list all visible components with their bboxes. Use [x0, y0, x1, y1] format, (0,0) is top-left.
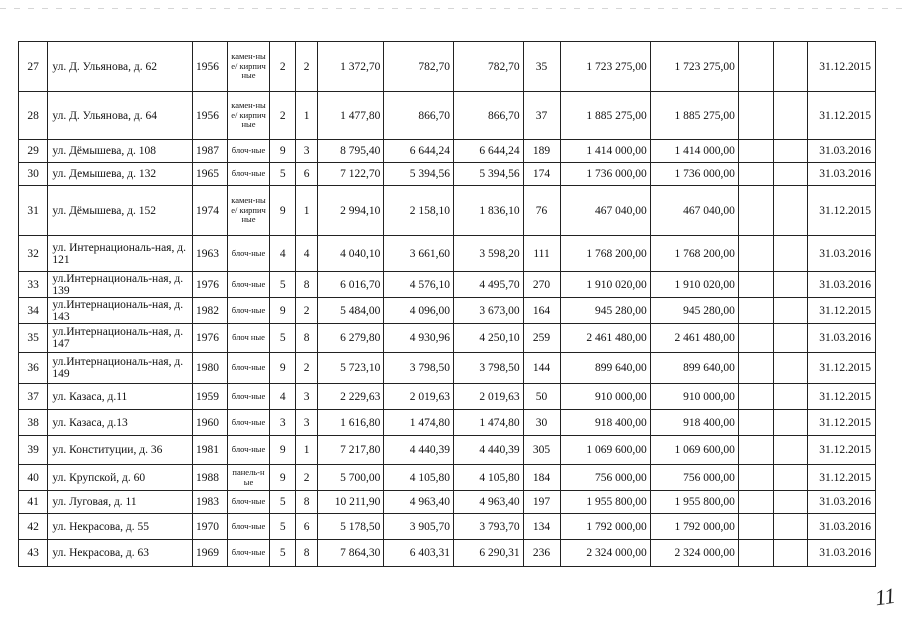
total-area-cell: 5 723,10 — [318, 353, 384, 384]
table-row — [19, 410, 876, 436]
floors-cell: 5 — [270, 272, 296, 298]
year-cell: 1959 — [193, 384, 228, 410]
cost-total-cell: 1 069 600,00 — [560, 436, 650, 465]
empty-cell — [738, 353, 773, 384]
cost-fund-cell: 1 768 200,00 — [650, 236, 738, 272]
cost-fund-cell: 899 640,00 — [650, 353, 738, 384]
cost-fund-cell: 1 885 275,00 — [650, 92, 738, 140]
residential-area-cell: 3 673,00 — [453, 298, 523, 324]
year-cell: 1969 — [193, 540, 228, 567]
residents-cell: 144 — [523, 353, 560, 384]
living-area-cell: 4 105,80 — [384, 465, 454, 491]
cost-total-cell: 2 461 480,00 — [560, 324, 650, 353]
material-cell: панель-ные — [227, 465, 269, 491]
row-number: 43 — [19, 540, 48, 567]
living-area-cell: 3 798,50 — [384, 353, 454, 384]
empty-cell — [738, 42, 773, 92]
material-cell: камен-ные/ кирпич ные — [227, 42, 269, 92]
empty-cell — [773, 140, 808, 163]
material-cell: блоч-ные — [227, 298, 269, 324]
cost-total-cell: 1 910 020,00 — [560, 272, 650, 298]
empty-cell — [738, 324, 773, 353]
floors-cell: 9 — [270, 353, 296, 384]
total-area-cell: 5 484,00 — [318, 298, 384, 324]
entrances-cell: 2 — [296, 298, 318, 324]
cost-total-cell: 1 955 800,00 — [560, 491, 650, 514]
address-cell: ул. Некрасова, д. 63 — [48, 540, 193, 567]
table-row — [19, 298, 876, 324]
residential-area-cell: 6 644,24 — [453, 140, 523, 163]
living-area-cell: 6 644,24 — [384, 140, 454, 163]
scan-artifact-line — [0, 8, 905, 9]
total-area-cell: 1 616,80 — [318, 410, 384, 436]
material-cell: блоч-ные — [227, 163, 269, 186]
empty-cell — [738, 540, 773, 567]
empty-cell — [738, 491, 773, 514]
entrances-cell: 2 — [296, 465, 318, 491]
address-cell: ул. Конституции, д. 36 — [48, 436, 193, 465]
total-area-cell: 2 229,63 — [318, 384, 384, 410]
cost-total-cell: 899 640,00 — [560, 353, 650, 384]
residential-area-cell: 5 394,56 — [453, 163, 523, 186]
residential-area-cell: 3 598,20 — [453, 236, 523, 272]
empty-cell — [773, 92, 808, 140]
residents-cell: 37 — [523, 92, 560, 140]
cost-fund-cell: 756 000,00 — [650, 465, 738, 491]
deadline-date-cell: 31.12.2015 — [808, 186, 876, 236]
total-area-cell: 8 795,40 — [318, 140, 384, 163]
year-cell: 1963 — [193, 236, 228, 272]
total-area-cell: 1 372,70 — [318, 42, 384, 92]
deadline-date-cell: 31.03.2016 — [808, 272, 876, 298]
table-row — [19, 236, 876, 272]
entrances-cell: 1 — [296, 92, 318, 140]
living-area-cell: 3 661,60 — [384, 236, 454, 272]
table-row — [19, 163, 876, 186]
entrances-cell: 3 — [296, 140, 318, 163]
row-number: 36 — [19, 353, 48, 384]
deadline-date-cell: 31.12.2015 — [808, 42, 876, 92]
floors-cell: 9 — [270, 298, 296, 324]
deadline-date-cell: 31.03.2016 — [808, 163, 876, 186]
entrances-cell: 8 — [296, 491, 318, 514]
year-cell: 1974 — [193, 186, 228, 236]
year-cell: 1982 — [193, 298, 228, 324]
empty-cell — [773, 298, 808, 324]
empty-cell — [738, 186, 773, 236]
row-number: 34 — [19, 298, 48, 324]
empty-cell — [738, 298, 773, 324]
material-cell: камен-ные/ кирпич ные — [227, 186, 269, 236]
year-cell: 1960 — [193, 410, 228, 436]
cost-fund-cell: 1 069 600,00 — [650, 436, 738, 465]
cost-total-cell: 1 414 000,00 — [560, 140, 650, 163]
living-area-cell: 866,70 — [384, 92, 454, 140]
residential-area-cell: 4 250,10 — [453, 324, 523, 353]
residents-cell: 259 — [523, 324, 560, 353]
material-cell: блоч-ные — [227, 514, 269, 540]
residential-area-cell: 2 019,63 — [453, 384, 523, 410]
residents-cell: 197 — [523, 491, 560, 514]
material-cell: блоч-ные — [227, 410, 269, 436]
cost-total-cell: 1 885 275,00 — [560, 92, 650, 140]
empty-cell — [773, 514, 808, 540]
entrances-cell: 3 — [296, 384, 318, 410]
table-row — [19, 384, 876, 410]
row-number: 29 — [19, 140, 48, 163]
deadline-date-cell: 31.12.2015 — [808, 436, 876, 465]
table-row — [19, 491, 876, 514]
table-row — [19, 92, 876, 140]
empty-cell — [773, 272, 808, 298]
deadline-date-cell: 31.03.2016 — [808, 540, 876, 567]
material-cell: камен-ные/ кирпич ные — [227, 92, 269, 140]
total-area-cell: 2 994,10 — [318, 186, 384, 236]
row-number: 33 — [19, 272, 48, 298]
deadline-date-cell: 31.12.2015 — [808, 92, 876, 140]
address-cell: ул.Интернациональ-ная, д. 147 — [48, 324, 193, 353]
residents-cell: 305 — [523, 436, 560, 465]
cost-fund-cell: 1 736 000,00 — [650, 163, 738, 186]
material-cell: блоч-ные — [227, 272, 269, 298]
address-cell: ул. Некрасова, д. 55 — [48, 514, 193, 540]
residential-area-cell: 782,70 — [453, 42, 523, 92]
table-row — [19, 42, 876, 92]
empty-cell — [738, 514, 773, 540]
empty-cell — [738, 384, 773, 410]
address-cell: ул. Д. Ульянова, д. 64 — [48, 92, 193, 140]
entrances-cell: 6 — [296, 163, 318, 186]
entrances-cell: 8 — [296, 324, 318, 353]
cost-total-cell: 2 324 000,00 — [560, 540, 650, 567]
residents-cell: 76 — [523, 186, 560, 236]
cost-fund-cell: 1 723 275,00 — [650, 42, 738, 92]
residential-area-cell: 4 963,40 — [453, 491, 523, 514]
empty-cell — [773, 236, 808, 272]
total-area-cell: 6 016,70 — [318, 272, 384, 298]
floors-cell: 5 — [270, 540, 296, 567]
empty-cell — [738, 236, 773, 272]
year-cell: 1983 — [193, 491, 228, 514]
deadline-date-cell: 31.12.2015 — [808, 353, 876, 384]
empty-cell — [773, 163, 808, 186]
entrances-cell: 2 — [296, 42, 318, 92]
deadline-date-cell: 31.03.2016 — [808, 491, 876, 514]
cost-fund-cell: 910 000,00 — [650, 384, 738, 410]
floors-cell: 4 — [270, 384, 296, 410]
living-area-cell: 4 963,40 — [384, 491, 454, 514]
empty-cell — [738, 410, 773, 436]
residents-cell: 111 — [523, 236, 560, 272]
cost-total-cell: 756 000,00 — [560, 465, 650, 491]
row-number: 28 — [19, 92, 48, 140]
entrances-cell: 6 — [296, 514, 318, 540]
address-cell: ул. Казаса, д.13 — [48, 410, 193, 436]
living-area-cell: 2 158,10 — [384, 186, 454, 236]
total-area-cell: 7 122,70 — [318, 163, 384, 186]
year-cell: 1988 — [193, 465, 228, 491]
empty-cell — [773, 42, 808, 92]
year-cell: 1956 — [193, 42, 228, 92]
residents-cell: 174 — [523, 163, 560, 186]
living-area-cell: 782,70 — [384, 42, 454, 92]
table-row — [19, 540, 876, 567]
row-number: 39 — [19, 436, 48, 465]
cost-fund-cell: 2 324 000,00 — [650, 540, 738, 567]
empty-cell — [773, 540, 808, 567]
cost-fund-cell: 2 461 480,00 — [650, 324, 738, 353]
empty-cell — [738, 436, 773, 465]
year-cell: 1956 — [193, 92, 228, 140]
total-area-cell: 1 477,80 — [318, 92, 384, 140]
address-cell: ул.Интернациональ-ная, д. 143 — [48, 298, 193, 324]
living-area-cell: 4 576,10 — [384, 272, 454, 298]
cost-fund-cell: 1 792 000,00 — [650, 514, 738, 540]
living-area-cell: 4 440,39 — [384, 436, 454, 465]
entrances-cell: 1 — [296, 186, 318, 236]
cost-fund-cell: 1 414 000,00 — [650, 140, 738, 163]
total-area-cell: 6 279,80 — [318, 324, 384, 353]
row-number: 40 — [19, 465, 48, 491]
floors-cell: 5 — [270, 491, 296, 514]
table-row — [19, 514, 876, 540]
cost-fund-cell: 467 040,00 — [650, 186, 738, 236]
row-number: 27 — [19, 42, 48, 92]
deadline-date-cell: 31.12.2015 — [808, 384, 876, 410]
row-number: 31 — [19, 186, 48, 236]
year-cell: 1976 — [193, 272, 228, 298]
floors-cell: 3 — [270, 410, 296, 436]
cost-total-cell: 945 280,00 — [560, 298, 650, 324]
deadline-date-cell: 31.03.2016 — [808, 236, 876, 272]
material-cell: блоч-ные — [227, 436, 269, 465]
cost-fund-cell: 918 400,00 — [650, 410, 738, 436]
empty-cell — [773, 410, 808, 436]
empty-cell — [738, 163, 773, 186]
address-cell: ул. Интернациональ-ная, д. 121 — [48, 236, 193, 272]
row-number: 35 — [19, 324, 48, 353]
cost-total-cell: 1 768 200,00 — [560, 236, 650, 272]
address-cell: ул. Казаса, д.11 — [48, 384, 193, 410]
residential-area-cell: 3 798,50 — [453, 353, 523, 384]
empty-cell — [773, 384, 808, 410]
residents-cell: 236 — [523, 540, 560, 567]
total-area-cell: 10 211,90 — [318, 491, 384, 514]
table-row — [19, 436, 876, 465]
cost-total-cell: 467 040,00 — [560, 186, 650, 236]
floors-cell: 5 — [270, 324, 296, 353]
residential-area-cell: 866,70 — [453, 92, 523, 140]
table-row — [19, 465, 876, 491]
empty-cell — [738, 272, 773, 298]
floors-cell: 5 — [270, 163, 296, 186]
address-cell: ул. Дёмышева, д. 152 — [48, 186, 193, 236]
empty-cell — [738, 465, 773, 491]
cost-total-cell: 910 000,00 — [560, 384, 650, 410]
address-cell: ул.Интернациональ-ная, д. 139 — [48, 272, 193, 298]
empty-cell — [773, 465, 808, 491]
deadline-date-cell: 31.03.2016 — [808, 324, 876, 353]
row-number: 42 — [19, 514, 48, 540]
floors-cell: 9 — [270, 465, 296, 491]
page-number: 11 — [872, 582, 897, 611]
residents-cell: 189 — [523, 140, 560, 163]
deadline-date-cell: 31.12.2015 — [808, 465, 876, 491]
year-cell: 1987 — [193, 140, 228, 163]
cost-total-cell: 1 736 000,00 — [560, 163, 650, 186]
year-cell: 1970 — [193, 514, 228, 540]
empty-cell — [773, 186, 808, 236]
total-area-cell: 7 217,80 — [318, 436, 384, 465]
empty-cell — [773, 324, 808, 353]
living-area-cell: 1 474,80 — [384, 410, 454, 436]
living-area-cell: 5 394,56 — [384, 163, 454, 186]
address-cell: ул.Интернациональ-ная, д. 149 — [48, 353, 193, 384]
cost-fund-cell: 1 910 020,00 — [650, 272, 738, 298]
empty-cell — [738, 92, 773, 140]
floors-cell: 2 — [270, 42, 296, 92]
residents-cell: 164 — [523, 298, 560, 324]
floors-cell: 9 — [270, 140, 296, 163]
living-area-cell: 6 403,31 — [384, 540, 454, 567]
residential-area-cell: 4 495,70 — [453, 272, 523, 298]
living-area-cell: 3 905,70 — [384, 514, 454, 540]
deadline-date-cell: 31.12.2015 — [808, 298, 876, 324]
residential-area-cell: 4 105,80 — [453, 465, 523, 491]
table-body — [19, 42, 876, 567]
residents-cell: 35 — [523, 42, 560, 92]
total-area-cell: 7 864,30 — [318, 540, 384, 567]
residents-cell: 30 — [523, 410, 560, 436]
residential-area-cell: 6 290,31 — [453, 540, 523, 567]
year-cell: 1981 — [193, 436, 228, 465]
material-cell: блоч-ные — [227, 384, 269, 410]
residential-area-cell: 1 474,80 — [453, 410, 523, 436]
material-cell: блоч-ные — [227, 140, 269, 163]
residential-area-cell: 4 440,39 — [453, 436, 523, 465]
table-row — [19, 140, 876, 163]
residents-cell: 50 — [523, 384, 560, 410]
row-number: 32 — [19, 236, 48, 272]
residents-cell: 134 — [523, 514, 560, 540]
cost-total-cell: 918 400,00 — [560, 410, 650, 436]
living-area-cell: 4 096,00 — [384, 298, 454, 324]
living-area-cell: 2 019,63 — [384, 384, 454, 410]
residential-area-cell: 3 793,70 — [453, 514, 523, 540]
floors-cell: 9 — [270, 436, 296, 465]
cost-fund-cell: 1 955 800,00 — [650, 491, 738, 514]
address-cell: ул. Демышева, д. 132 — [48, 163, 193, 186]
address-cell: ул. Д. Ульянова, д. 62 — [48, 42, 193, 92]
material-cell: блоч-ные — [227, 353, 269, 384]
entrances-cell: 4 — [296, 236, 318, 272]
cost-fund-cell: 945 280,00 — [650, 298, 738, 324]
entrances-cell: 8 — [296, 540, 318, 567]
floors-cell: 4 — [270, 236, 296, 272]
empty-cell — [773, 491, 808, 514]
deadline-date-cell: 31.03.2016 — [808, 140, 876, 163]
residential-area-cell: 1 836,10 — [453, 186, 523, 236]
entrances-cell: 2 — [296, 353, 318, 384]
material-cell: блоч ные — [227, 324, 269, 353]
empty-cell — [773, 353, 808, 384]
deadline-date-cell: 31.12.2015 — [808, 410, 876, 436]
cost-total-cell: 1 792 000,00 — [560, 514, 650, 540]
total-area-cell: 5 178,50 — [318, 514, 384, 540]
cost-total-cell: 1 723 275,00 — [560, 42, 650, 92]
table-row — [19, 353, 876, 384]
row-number: 38 — [19, 410, 48, 436]
entrances-cell: 1 — [296, 436, 318, 465]
empty-cell — [738, 140, 773, 163]
floors-cell: 2 — [270, 92, 296, 140]
year-cell: 1976 — [193, 324, 228, 353]
floors-cell: 5 — [270, 514, 296, 540]
address-cell: ул. Дёмышева, д. 108 — [48, 140, 193, 163]
entrances-cell: 3 — [296, 410, 318, 436]
housing-table — [18, 41, 876, 567]
deadline-date-cell: 31.03.2016 — [808, 514, 876, 540]
table-row — [19, 324, 876, 353]
row-number: 37 — [19, 384, 48, 410]
year-cell: 1980 — [193, 353, 228, 384]
entrances-cell: 8 — [296, 272, 318, 298]
residents-cell: 184 — [523, 465, 560, 491]
living-area-cell: 4 930,96 — [384, 324, 454, 353]
empty-cell — [773, 436, 808, 465]
total-area-cell: 4 040,10 — [318, 236, 384, 272]
material-cell: блоч-ные — [227, 491, 269, 514]
material-cell: блоч-ные — [227, 540, 269, 567]
total-area-cell: 5 700,00 — [318, 465, 384, 491]
address-cell: ул. Крупской, д. 60 — [48, 465, 193, 491]
floors-cell: 9 — [270, 186, 296, 236]
material-cell: блоч-ные — [227, 236, 269, 272]
row-number: 41 — [19, 491, 48, 514]
row-number: 30 — [19, 163, 48, 186]
address-cell: ул. Луговая, д. 11 — [48, 491, 193, 514]
residents-cell: 270 — [523, 272, 560, 298]
table-row — [19, 272, 876, 298]
table-row — [19, 186, 876, 236]
year-cell: 1965 — [193, 163, 228, 186]
